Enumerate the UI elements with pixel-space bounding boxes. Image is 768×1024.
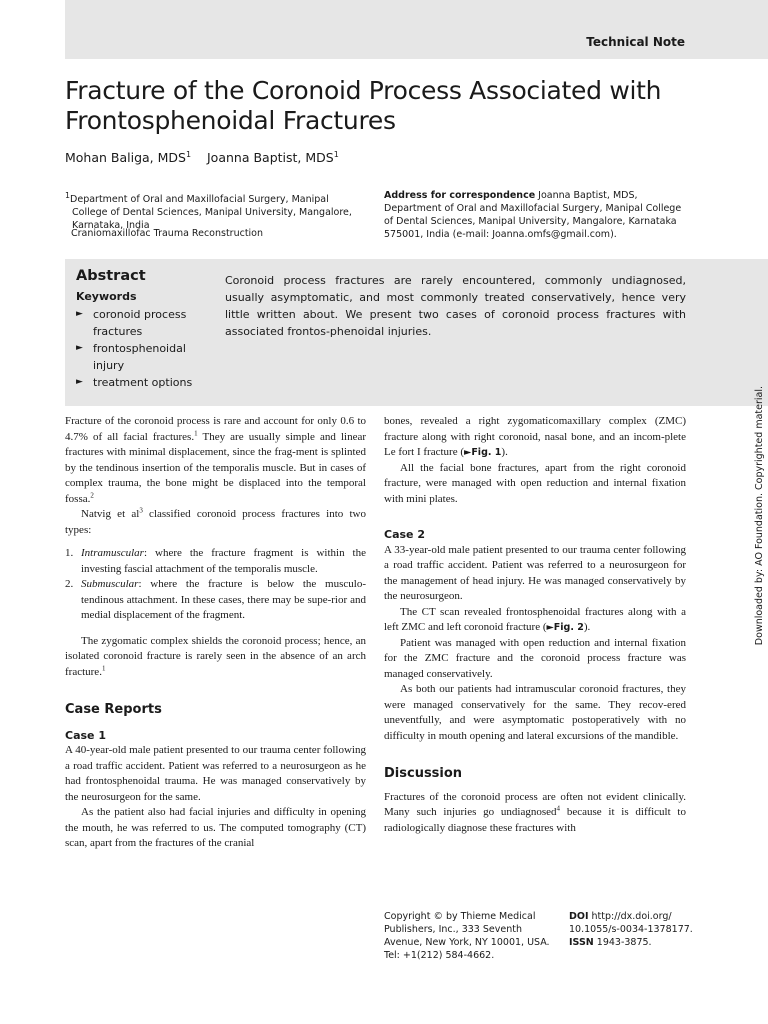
keywords-heading: Keywords	[76, 290, 137, 303]
issn-value: 1943-3875.	[593, 937, 652, 948]
body-column-left	[65, 414, 366, 852]
paragraph: All the facial bone fractures, apart from the right coronoid fracture, were managed with open reduction and internal fixation with mini plates.	[384, 461, 686, 505]
keywords-list	[76, 306, 206, 391]
paragraph: Fracture of the coronoid process is rare and account for only 0.6 to 4.7% of all facial fractures.$^1$ They are usually simple and linear fractures with minimal displacement, since the frag-ment is splinted by the tendinous insertion of the temporalis muscle. But in cases of complex trauma, the bone might be displaced into the temporal fossa.$^2$	[65, 415, 366, 505]
keyword-item: ► frontosphenoidal injury	[76, 342, 186, 372]
author-name: Mohan Baliga, MDS	[65, 150, 186, 166]
section-heading-case-reports: Case Reports	[65, 702, 162, 717]
subheading-case-2: Case 2	[384, 528, 425, 541]
author-name: Joanna Baptist, MDS	[206, 150, 334, 166]
body-column-right	[384, 414, 686, 836]
header-bar	[65, 0, 768, 59]
keyword-item: ► coronoid process fractures	[76, 308, 187, 338]
paragraph: As the patient also had facial injuries and difficulty in opening the mouth, he was referred to us. The computed tomography (CT) scan, apart from the fractures of the cranial	[65, 806, 366, 849]
download-watermark	[750, 386, 768, 666]
correspondence-label: Address for correspondence	[384, 190, 536, 201]
figure-link[interactable]: ►Fig. 2	[546, 622, 584, 633]
doi-label: DOI	[569, 911, 589, 922]
paragraph: As both our patients had intramuscular coronoid fractures, they were managed conservatively for the same. They recov-ered uneventfully, and were asymptomatic postoperatively with no difficulty in mouth opening and lateral excursions of the mandible.	[384, 683, 686, 742]
paragraph: The zygomatic complex shields the coronoid process; hence, an isolated coronoid fracture is rarely seen in the absence of an arch fracture.$^1$	[65, 634, 366, 678]
paragraph: A 33-year-old male patient presented to our trauma center following a road traffic accident. Patient was referred to a neurosurgeon for the management of head injury. He was managed conservatively by the neurosurgeon.	[384, 543, 686, 602]
subheading-case-1: Case 1	[65, 728, 106, 742]
arrow-right-icon: ►	[76, 377, 83, 387]
paragraph: bones, revealed a right zygomaticomaxillary complex (ZMC) fracture along with right coronoid, nasal bone, and an incom-plete Le fort I fracture (►Fig. 1).	[384, 415, 686, 458]
paragraph: The CT scan revealed frontosphenoidal fractures along with a left ZMC and left coronoid fracture (►Fig. 2).	[384, 605, 686, 633]
section-heading-discussion: Discussion	[384, 766, 463, 781]
abstract-heading: Abstract	[76, 268, 146, 284]
figure-link[interactable]: ►Fig. 1	[464, 447, 502, 458]
copyright-notice: Copyright © by Thieme Medical Publishers, Inc., 333 Seventh Avenue, New York, NY 10001, USA. Tel: +1(212) 584-4662.	[384, 911, 550, 961]
download-notice: Downloaded by: AO Foundation. Copyrighted material.	[754, 386, 765, 646]
keyword-item: ► treatment options	[76, 376, 193, 389]
affiliation-text: Department of Oral and Maxillofacial Surgery, Manipal College of Dental Sciences, Manipal University, Mangalore, Karnataka, India	[70, 194, 352, 232]
paragraph: Patient was managed with open reduction and internal fixation for the ZMC fracture and the coronoid process fracture was managed conservatively.	[384, 636, 686, 680]
article-title: Fracture of the Coronoid Process Associated with Frontosphenoidal Fractures	[65, 76, 662, 135]
article-type-label: Technical Note	[586, 35, 685, 49]
correspondence-text: Joanna Baptist, MDS, Department of Oral and Maxillofacial Surgery, Manipal College of Dental Sciences, Manipal University, Mangalore, Karnataka 575001, India (e-mail: Joanna.omfs@gmail.com).	[384, 190, 682, 240]
arrow-right-icon: ►	[76, 343, 83, 353]
author-line	[65, 150, 339, 165]
issn-label: ISSN	[569, 937, 594, 948]
list-item: 2. Submuscular: where the fracture is below the musculo-tendinous attachment. In these cases, there may be supe-rior and medial displacement of the fragment.	[65, 578, 366, 621]
list-item: 1. Intramuscular: where the fracture fragment is within the investing fascial attachment of the temporalis muscle.	[65, 547, 366, 575]
author-affiliation-mark: 1	[185, 150, 192, 159]
doi-block	[569, 910, 699, 949]
affiliation-block	[65, 189, 365, 232]
doi-link[interactable]: http://dx.doi.org/ 10.1055/s-0034-1378177.	[569, 911, 693, 935]
journal-name: Craniomaxillofac Trauma Reconstruction	[71, 228, 264, 239]
correspondence-block	[384, 189, 686, 241]
paragraph: Natvig et $al^3$ classified coronoid process fractures into two types:	[65, 506, 366, 536]
arrow-right-icon: ►	[76, 309, 83, 319]
fracture-types-list	[65, 546, 366, 624]
author-affiliation-mark: 1	[333, 150, 339, 159]
affiliation-mark: 1	[65, 191, 71, 200]
abstract-text: Coronoid process fractures are rarely encountered, commonly undiagnosed, usually asymptomatic, and most commonly treated conservatively, hence very little written about. We present two cases of coronoid process fractures with associated frontos-phenoidal injuries.	[225, 274, 686, 338]
paragraph: Fractures of the coronoid process are often not evident clinically. Many such injuries go undiagnosed$^4$ because it is difficult to radiologically diagnose these fractures with	[384, 790, 686, 834]
paragraph: A 40-year-old male patient presented to our trauma center following a road traffic accident. Patient was referred to a neurosurgeon as he had frontosphenoidal trauma. He was managed conservatively by the neurosurgeon for the same.	[65, 744, 366, 803]
